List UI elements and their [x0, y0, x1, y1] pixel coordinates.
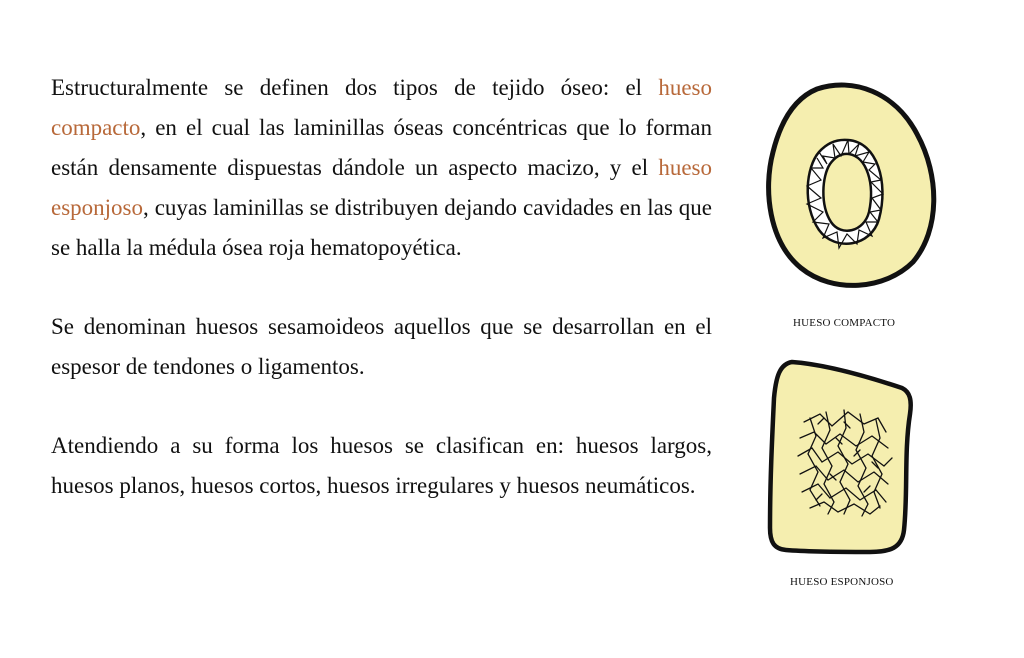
- spongy-bone-illustration: [760, 352, 925, 562]
- text-column: [51, 68, 712, 506]
- spongy-bone-outer-shape: [770, 362, 911, 552]
- term-hueso-esponjoso: hueso esponjoso: [51, 155, 712, 220]
- paragraph-text: , en el cual las laminillas óseas concéntricas que lo forman están densamente dispuestas dándole un aspecto macizo, y el: [51, 115, 712, 180]
- paragraph-text: Estructuralmente se definen dos tipos de tejido óseo: el: [51, 75, 659, 100]
- paragraph-clasificacion: Atendiendo a su forma los huesos se clasifican en: huesos largos, huesos planos, huesos cortos, huesos irregulares y huesos neumáticos.: [51, 433, 712, 498]
- caption-hueso-compacto: HUESO COMPACTO: [793, 317, 896, 329]
- paragraph-tipos-tejido: [51, 68, 712, 268]
- compact-bone-outer-shape: [769, 85, 934, 285]
- term-hueso-compacto: hueso compacto: [51, 75, 712, 140]
- paragraph-sesamoideos: Se denominan huesos sesamoideos aquellos que se desarrollan en el espesor de tendones o ligamentos.: [51, 314, 712, 379]
- paragraph-text: , cuyas laminillas se distribuyen dejando cavidades en las que se halla la médula ósea roja hematopoyética.: [51, 195, 712, 260]
- compact-bone-illustration: [755, 72, 945, 302]
- caption-hueso-esponjoso: HUESO ESPONJOSO: [790, 576, 894, 588]
